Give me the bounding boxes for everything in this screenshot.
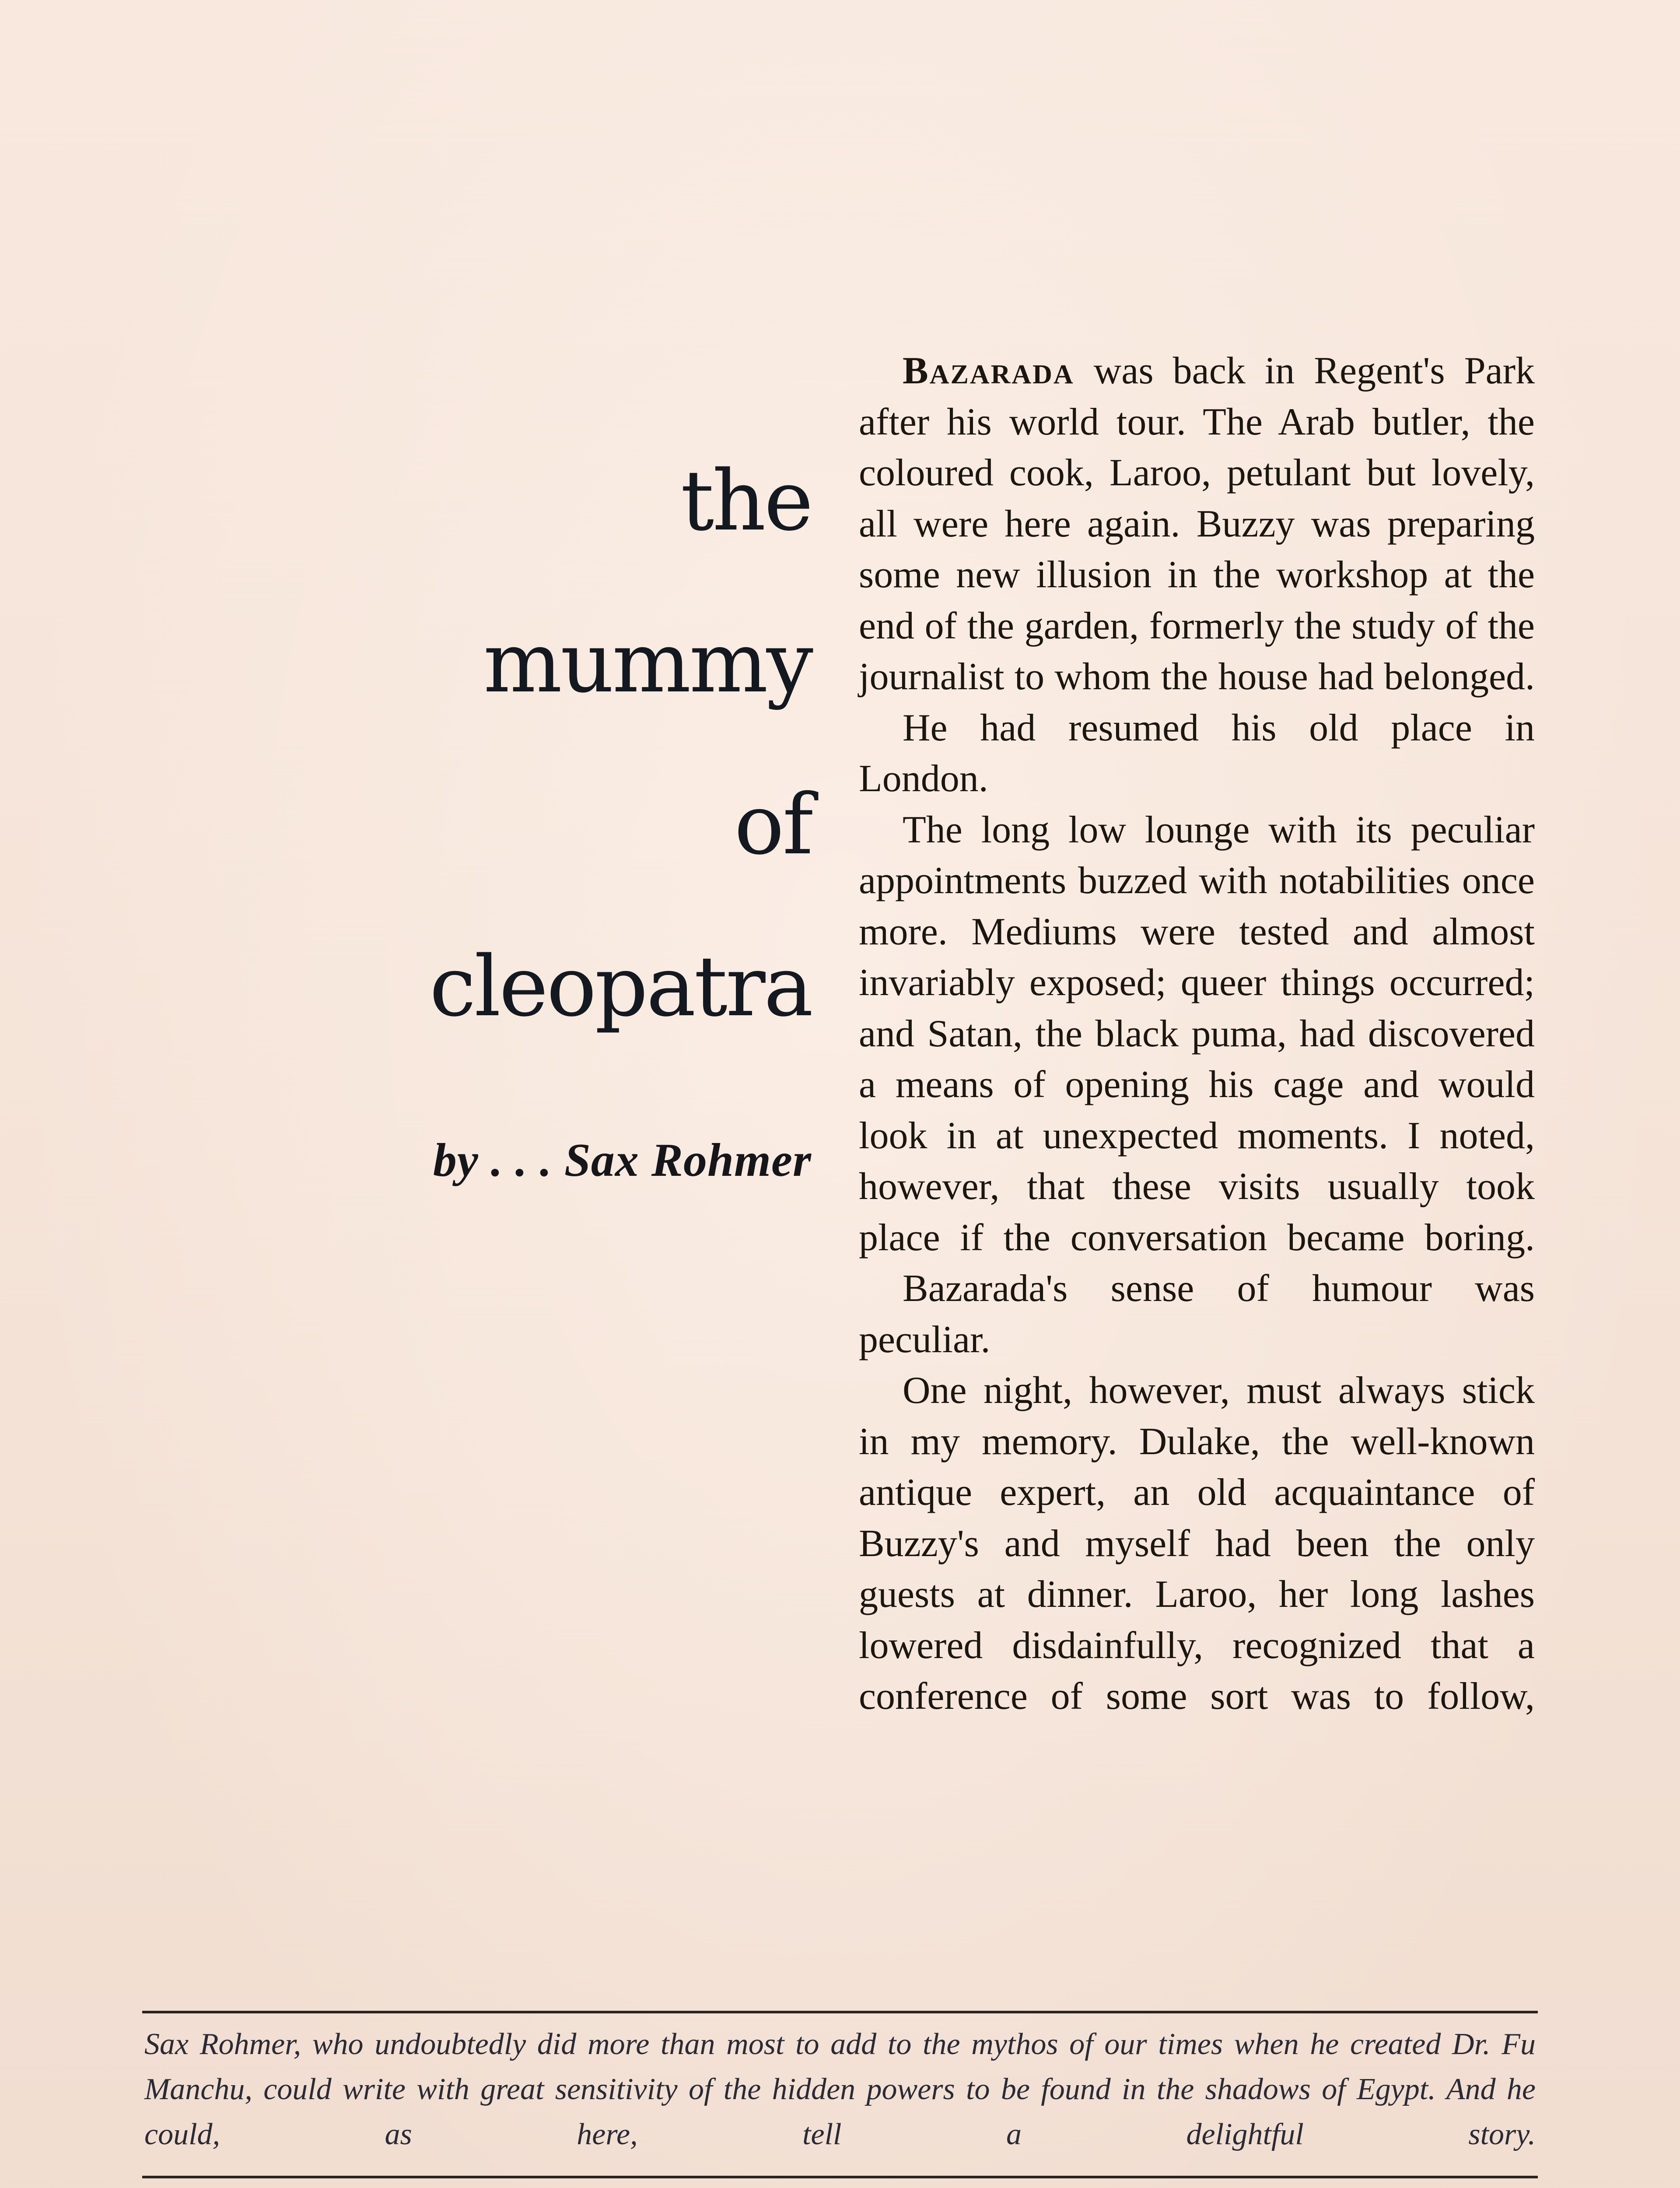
paragraph-3: The long low lounge with its peculiar appointments buzzed with notabilities once more. Mediums were tested and almost invariably exposed; queer things occurred; and Satan, the black puma, had discovered a means of opening his cage and would look in at unexpected moments. I noted, however, that these visits usually took place if the conversation became boring. [859,808,1535,1259]
opening-word: Bazarada [903,350,1074,392]
title-line-mummy: mummy [483,614,812,711]
paragraph-1 [859,346,1535,703]
story-text-column [859,346,1535,1722]
title-line-the: the [680,452,812,549]
editor-note: Sax Rohmer, who undoubtedly did more than most to add to the mythos of our times when he created Dr. Fu Manchu, could write with great sensitivity of the hidden powers to be found in the shadows of Egypt. And he could, as here, tell a delightful story. [144,2027,1536,2151]
title-line-cleopatra: cleopatra [429,938,812,1035]
paragraph-1-text: was back in Regent's Park after his world tour. The Arab butler, the coloured cook, Laroo, petulant but lovely, all were here again. Buzzy was preparing some new illusion in the workshop at the end of the garden, formerly the study of the journalist to whom the house had belonged. [859,350,1535,698]
paragraph-5: One night, however, must always stick in my memory. Dulake, the well-known antique expert, an old acquaintance of Buzzy's and myself had been the only guests at dinner. Laroo, her long lashes lowered disdainfully, recognized that a conference of some sort was to follow, [859,1369,1535,1718]
author-byline: by . . . Sax Rohmer [433,1134,812,1186]
title-line-of: of [734,776,812,873]
paragraph-4: Bazarada's sense of humour was peculiar. [859,1267,1535,1361]
paragraph-2: He had resumed his old place in London. [859,706,1535,800]
note-bottom-rule [142,2176,1538,2178]
note-top-rule [142,2011,1538,2013]
